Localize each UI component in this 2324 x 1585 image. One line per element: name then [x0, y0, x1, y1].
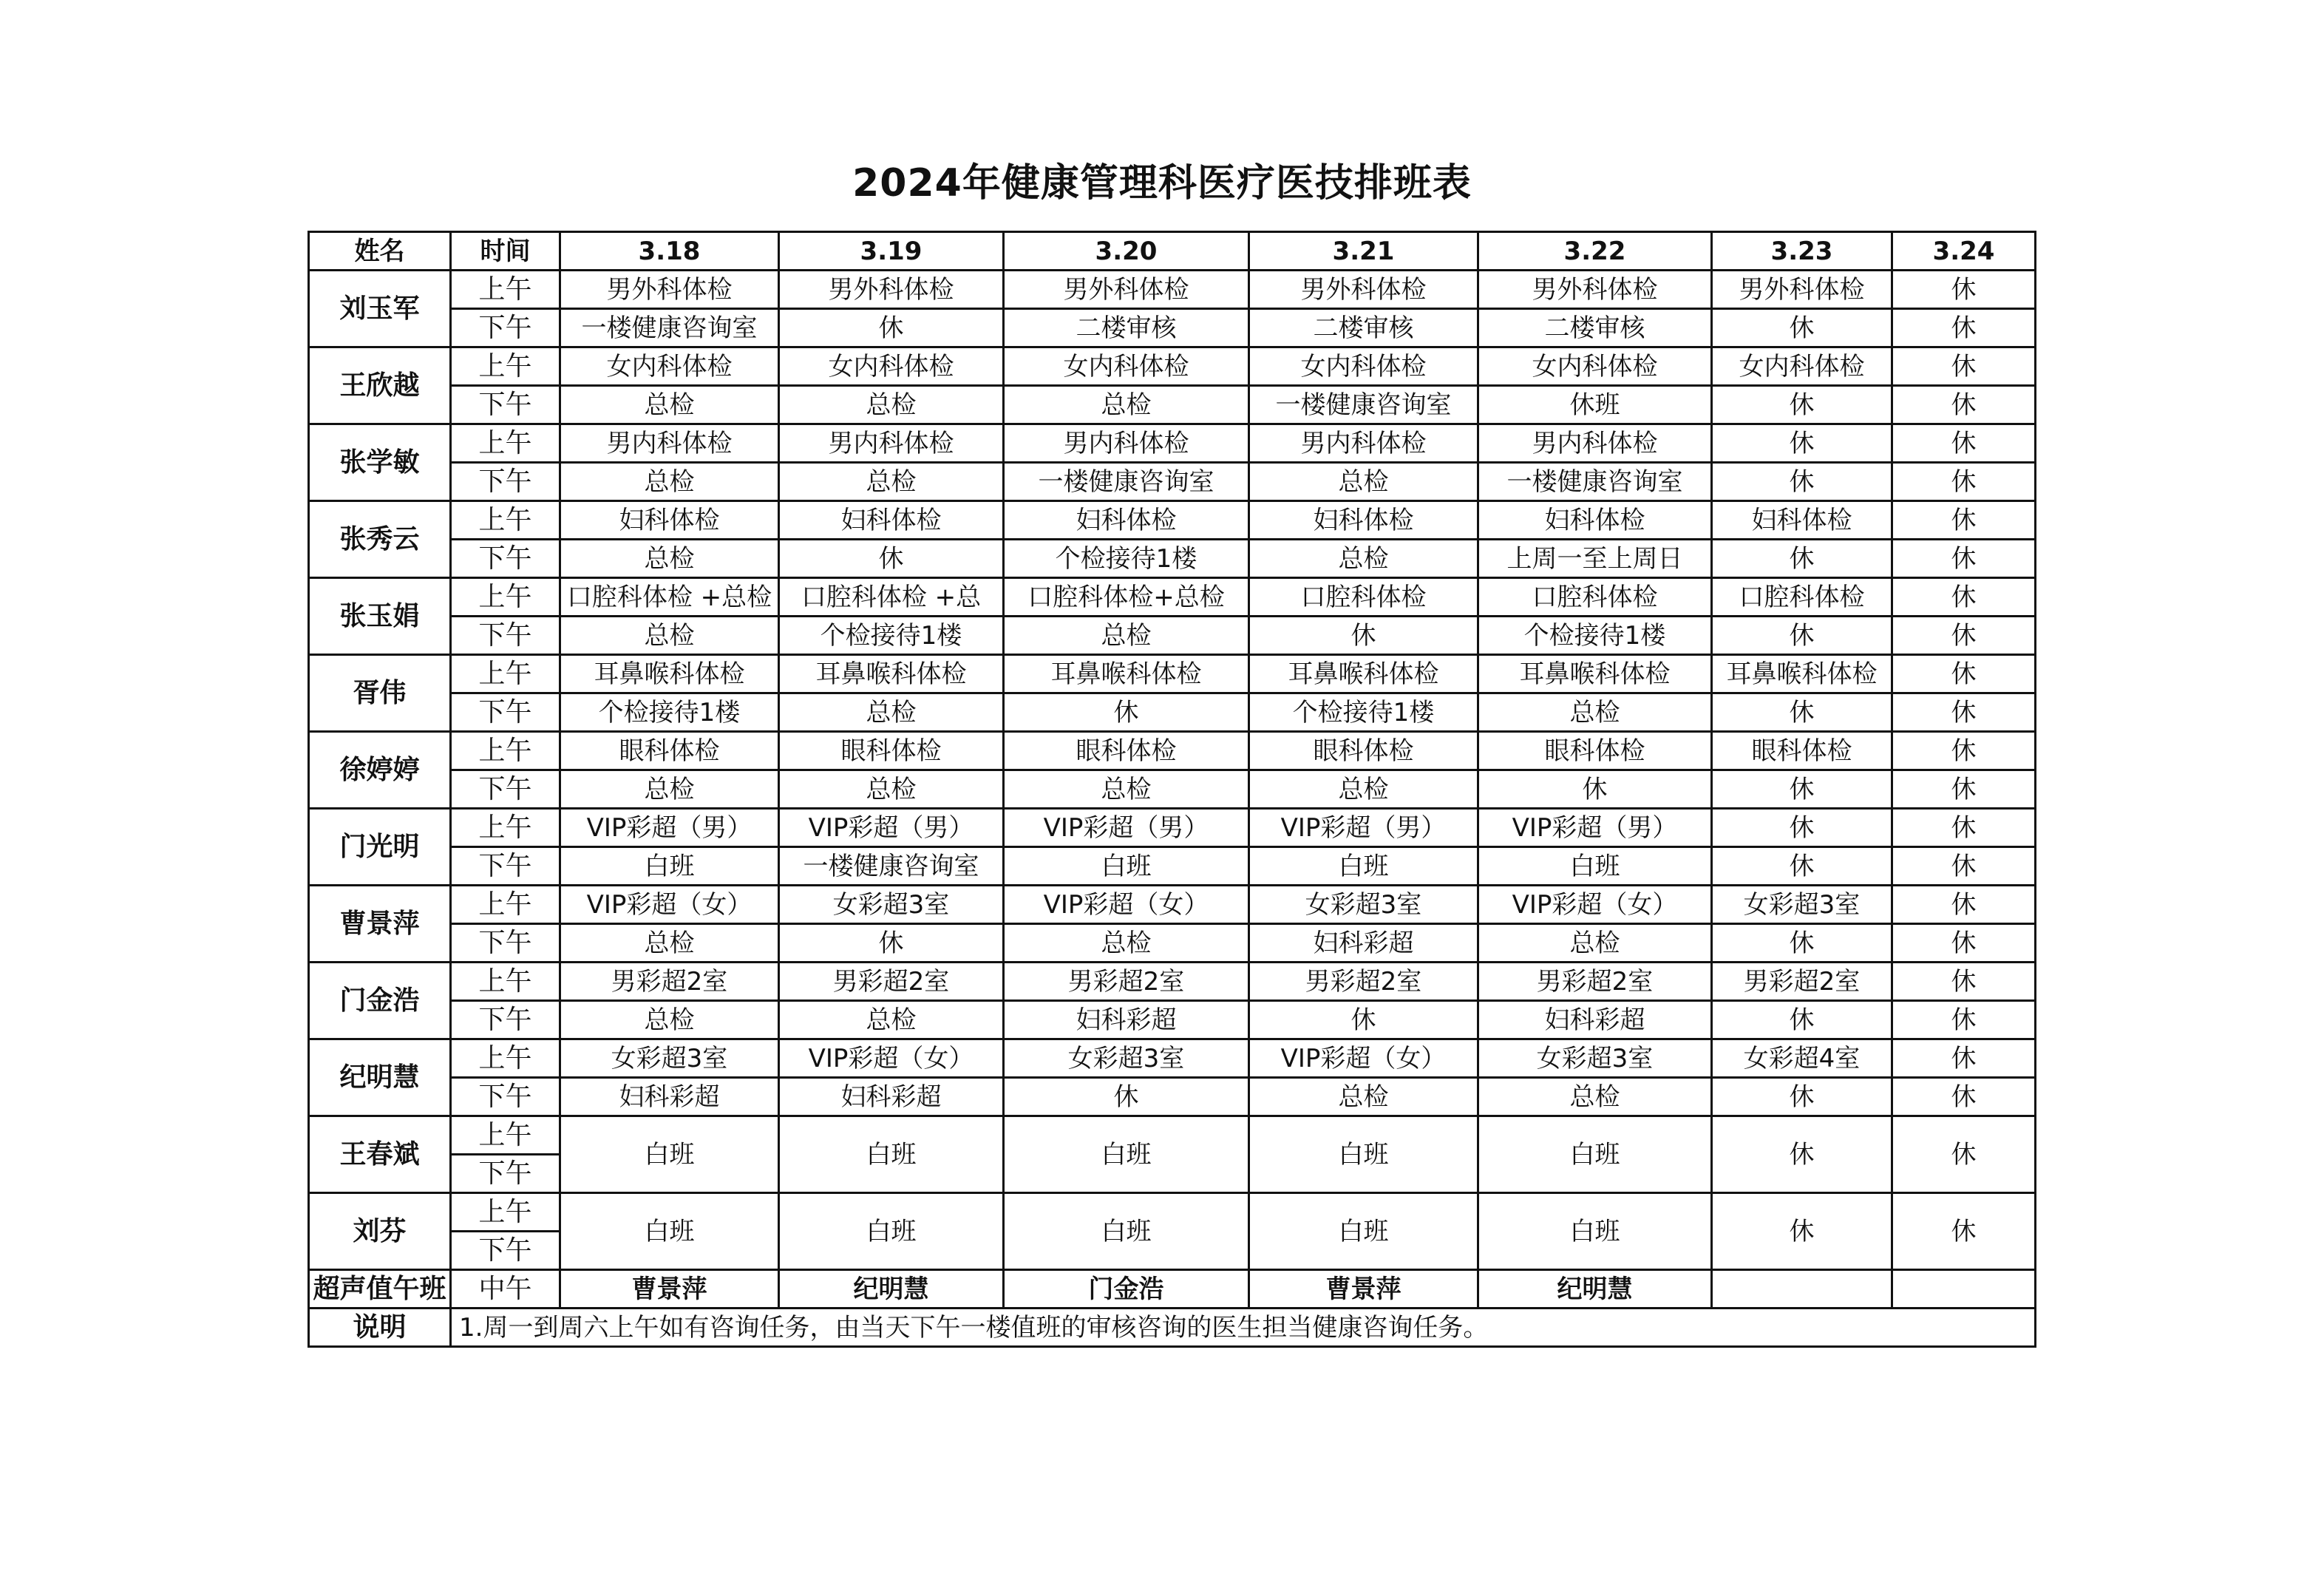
shift-cell: 男内科体检 [1004, 424, 1249, 463]
shift-cell: 总检 [779, 1001, 1004, 1039]
shift-cell: VIP彩超（男） [560, 809, 779, 847]
shift-cell: 男外科体检 [1004, 271, 1249, 309]
noon-duty-cell: 曹景萍 [1249, 1270, 1478, 1309]
page-title: 2024年健康管理科医疗医技排班表 [852, 161, 1472, 206]
period-label: 下午 [451, 617, 560, 655]
shift-cell: 总检 [1478, 924, 1712, 963]
shift-cell: VIP彩超（男） [1249, 809, 1478, 847]
period-label: 下午 [451, 1155, 560, 1193]
shift-cell: 休 [1712, 463, 1892, 501]
shift-cell: 妇科体检 [1478, 501, 1712, 540]
shift-cell: 男彩超2室 [1478, 963, 1712, 1001]
shift-cell: 男外科体检 [779, 271, 1004, 309]
staff-row-pm [309, 309, 2036, 347]
shift-cell: 女彩超3室 [1004, 1039, 1249, 1078]
staff-row-pm [309, 617, 2036, 655]
shift-cell: 休 [1712, 924, 1892, 963]
shift-cell: 二楼审核 [1478, 309, 1712, 347]
shift-cell: 女彩超4室 [1712, 1039, 1892, 1078]
shift-cell: 妇科彩超 [779, 1078, 1004, 1116]
shift-cell: 总检 [560, 617, 779, 655]
noon-duty-cell: 曹景萍 [560, 1270, 779, 1309]
noon-duty-cell: 纪明慧 [1478, 1270, 1712, 1309]
staff-name: 张玉娟 [309, 578, 451, 655]
shift-cell: 总检 [560, 1001, 779, 1039]
shift-cell: 男彩超2室 [560, 963, 779, 1001]
noon-duty-cell [1712, 1270, 1892, 1309]
note-text: 1.周一到周六上午如有咨询任务，由当天下午一楼值班的审核咨询的医生担当健康咨询任务。 [451, 1309, 2036, 1347]
shift-cell: 口腔科体检+总检 [1004, 578, 1249, 617]
schedule-body [309, 232, 2036, 1347]
shift-cell: VIP彩超（女） [779, 1039, 1004, 1078]
shift-cell: 休 [1892, 617, 2036, 655]
shift-cell: 妇科彩超 [560, 1078, 779, 1116]
staff-row-am [309, 501, 2036, 540]
shift-cell: 休 [779, 540, 1004, 578]
header-date: 3.24 [1892, 232, 2036, 271]
staff-row-am [309, 963, 2036, 1001]
shift-cell: 二楼审核 [1004, 309, 1249, 347]
shift-cell: 总检 [1004, 924, 1249, 963]
period-label: 上午 [451, 809, 560, 847]
shift-cell: 白班 [1478, 1193, 1712, 1270]
header-date: 3.22 [1478, 232, 1712, 271]
shift-cell: VIP彩超（女） [1004, 886, 1249, 924]
shift-cell: 休 [779, 924, 1004, 963]
shift-cell: 总检 [779, 463, 1004, 501]
shift-cell: 休 [1478, 770, 1712, 809]
shift-cell: 一楼健康咨询室 [560, 309, 779, 347]
shift-cell: 总检 [560, 386, 779, 424]
header-date: 3.21 [1249, 232, 1478, 271]
staff-row-am [309, 1116, 2036, 1155]
shift-cell: 个检接待1楼 [1249, 693, 1478, 732]
shift-cell: 妇科彩超 [1249, 924, 1478, 963]
staff-row-am [309, 347, 2036, 386]
shift-cell: 口腔科体检 [1478, 578, 1712, 617]
shift-cell: 总检 [779, 386, 1004, 424]
shift-cell: 眼科体检 [560, 732, 779, 770]
period-label: 上午 [451, 271, 560, 309]
shift-cell: 休 [1249, 1001, 1478, 1039]
shift-cell: VIP彩超（男） [1478, 809, 1712, 847]
shift-cell: 休 [1892, 924, 2036, 963]
shift-cell: 个检接待1楼 [779, 617, 1004, 655]
shift-cell: 休 [1892, 770, 2036, 809]
staff-row-pm [309, 463, 2036, 501]
period-label: 下午 [451, 924, 560, 963]
shift-cell: 白班 [560, 1193, 779, 1270]
staff-name: 刘芬 [309, 1193, 451, 1270]
noon-duty-cell [1892, 1270, 2036, 1309]
shift-cell: 休 [1892, 732, 2036, 770]
period-label: 上午 [451, 655, 560, 693]
header-row [309, 232, 2036, 271]
period-label: 下午 [451, 693, 560, 732]
shift-cell: 总检 [1478, 1078, 1712, 1116]
shift-cell: 休 [1892, 693, 2036, 732]
shift-cell: 白班 [1004, 1193, 1249, 1270]
shift-cell: 女彩超3室 [1478, 1039, 1712, 1078]
period-label: 下午 [451, 540, 560, 578]
shift-cell: 休 [1712, 809, 1892, 847]
staff-row-am [309, 271, 2036, 309]
header-date: 3.19 [779, 232, 1004, 271]
shift-cell: 休 [1004, 1078, 1249, 1116]
shift-cell: 女彩超3室 [779, 886, 1004, 924]
shift-cell: 休 [1712, 1193, 1892, 1270]
shift-cell: 休 [1892, 847, 2036, 886]
staff-name: 徐婷婷 [309, 732, 451, 809]
shift-cell: 休 [1892, 540, 2036, 578]
shift-cell: 休 [1712, 1001, 1892, 1039]
shift-cell: 上周一至上周日 [1478, 540, 1712, 578]
shift-cell: 眼科体检 [1249, 732, 1478, 770]
shift-cell: 休 [1712, 770, 1892, 809]
shift-cell: 女内科体检 [560, 347, 779, 386]
noon-duty-row [309, 1270, 2036, 1309]
shift-cell: 休 [1712, 386, 1892, 424]
shift-cell: 一楼健康咨询室 [1249, 386, 1478, 424]
shift-cell: 耳鼻喉科体检 [1004, 655, 1249, 693]
shift-cell: 个检接待1楼 [560, 693, 779, 732]
staff-name: 曹景萍 [309, 886, 451, 963]
shift-cell: 休 [1892, 1001, 2036, 1039]
shift-cell: 休 [1712, 309, 1892, 347]
shift-cell: 休 [1892, 347, 2036, 386]
shift-cell: VIP彩超（女） [1249, 1039, 1478, 1078]
staff-row-pm [309, 540, 2036, 578]
staff-name: 胥伟 [309, 655, 451, 732]
noon-duty-time: 中午 [451, 1270, 560, 1309]
shift-cell: 男外科体检 [1478, 271, 1712, 309]
shift-cell: 耳鼻喉科体检 [1478, 655, 1712, 693]
shift-cell: 男彩超2室 [1004, 963, 1249, 1001]
staff-row-am [309, 732, 2036, 770]
shift-cell: 耳鼻喉科体检 [779, 655, 1004, 693]
staff-row-pm [309, 847, 2036, 886]
shift-cell: 休 [1892, 309, 2036, 347]
shift-cell: 休 [1712, 617, 1892, 655]
shift-cell: 总检 [779, 770, 1004, 809]
period-label: 上午 [451, 732, 560, 770]
shift-cell: 女彩超3室 [1712, 886, 1892, 924]
shift-cell: VIP彩超（男） [1004, 809, 1249, 847]
staff-row-am [309, 655, 2036, 693]
period-label: 下午 [451, 463, 560, 501]
staff-row-pm [309, 1078, 2036, 1116]
shift-cell: 妇科体检 [779, 501, 1004, 540]
period-label: 上午 [451, 501, 560, 540]
shift-cell: 休 [1892, 1193, 2036, 1270]
shift-cell: 休 [779, 309, 1004, 347]
shift-cell: 白班 [1478, 847, 1712, 886]
header-date: 3.18 [560, 232, 779, 271]
shift-cell: 总检 [1478, 693, 1712, 732]
shift-cell: 休 [1712, 540, 1892, 578]
staff-name: 王欣越 [309, 347, 451, 424]
shift-cell: 女彩超3室 [1249, 886, 1478, 924]
staff-name: 王春斌 [309, 1116, 451, 1193]
shift-cell: 男彩超2室 [1249, 963, 1478, 1001]
staff-name: 刘玉军 [309, 271, 451, 347]
staff-row-am [309, 1039, 2036, 1078]
shift-cell: 总检 [1249, 540, 1478, 578]
shift-cell: 妇科体检 [560, 501, 779, 540]
shift-cell: 休 [1892, 809, 2036, 847]
shift-cell: 白班 [779, 1116, 1004, 1193]
shift-cell: 总检 [779, 693, 1004, 732]
staff-name: 纪明慧 [309, 1039, 451, 1116]
shift-cell: 男内科体检 [779, 424, 1004, 463]
shift-cell: 女内科体检 [1004, 347, 1249, 386]
shift-cell: 休 [1712, 424, 1892, 463]
shift-cell: 总检 [1004, 386, 1249, 424]
header-date: 3.23 [1712, 232, 1892, 271]
staff-row-pm [309, 770, 2036, 809]
period-label: 下午 [451, 309, 560, 347]
shift-cell: 白班 [1004, 847, 1249, 886]
shift-cell: 休 [1892, 501, 2036, 540]
shift-cell: 休 [1892, 424, 2036, 463]
shift-cell: 男外科体检 [1249, 271, 1478, 309]
staff-name: 门金浩 [309, 963, 451, 1039]
header-name: 姓名 [309, 232, 451, 271]
shift-cell: 总检 [1249, 463, 1478, 501]
staff-row-am [309, 578, 2036, 617]
note-label: 说明 [309, 1309, 451, 1347]
shift-cell: 白班 [1249, 1116, 1478, 1193]
shift-cell: 男内科体检 [1249, 424, 1478, 463]
schedule-table [308, 231, 2036, 1348]
period-label: 上午 [451, 424, 560, 463]
shift-cell: 眼科体检 [1478, 732, 1712, 770]
shift-cell: 休 [1892, 578, 2036, 617]
shift-cell: 一楼健康咨询室 [779, 847, 1004, 886]
shift-cell: VIP彩超（男） [779, 809, 1004, 847]
shift-cell: 耳鼻喉科体检 [560, 655, 779, 693]
period-label: 下午 [451, 1232, 560, 1270]
shift-cell: 眼科体检 [779, 732, 1004, 770]
period-label: 下午 [451, 1078, 560, 1116]
shift-cell: 白班 [560, 847, 779, 886]
shift-cell: 妇科体检 [1004, 501, 1249, 540]
period-label: 下午 [451, 770, 560, 809]
shift-cell: 总检 [1004, 770, 1249, 809]
shift-cell: 个检接待1楼 [1478, 617, 1712, 655]
shift-cell: 男内科体检 [1478, 424, 1712, 463]
shift-cell: 休班 [1478, 386, 1712, 424]
period-label: 下午 [451, 386, 560, 424]
shift-cell: 休 [1892, 1116, 2036, 1193]
period-label: 上午 [451, 578, 560, 617]
shift-cell: 休 [1004, 693, 1249, 732]
shift-cell: 休 [1892, 886, 2036, 924]
shift-cell: 女内科体检 [1478, 347, 1712, 386]
shift-cell: 休 [1249, 617, 1478, 655]
noon-duty-cell: 门金浩 [1004, 1270, 1249, 1309]
shift-cell: 男内科体检 [560, 424, 779, 463]
shift-cell: 女内科体检 [779, 347, 1004, 386]
note-row [309, 1309, 2036, 1347]
staff-name: 门光明 [309, 809, 451, 886]
shift-cell: 妇科体检 [1712, 501, 1892, 540]
staff-row-pm [309, 693, 2036, 732]
shift-cell: 眼科体检 [1712, 732, 1892, 770]
period-label: 上午 [451, 347, 560, 386]
shift-cell: 耳鼻喉科体检 [1712, 655, 1892, 693]
shift-cell: 休 [1892, 1039, 2036, 1078]
period-label: 上午 [451, 963, 560, 1001]
staff-name: 张学敏 [309, 424, 451, 501]
shift-cell: 一楼健康咨询室 [1478, 463, 1712, 501]
shift-cell: 总检 [1004, 617, 1249, 655]
shift-cell: 女彩超3室 [560, 1039, 779, 1078]
staff-name: 张秀云 [309, 501, 451, 578]
shift-cell: 眼科体检 [1004, 732, 1249, 770]
staff-row-am [309, 1193, 2036, 1232]
period-label: 上午 [451, 886, 560, 924]
shift-cell: 休 [1892, 463, 2036, 501]
shift-cell: VIP彩超（女） [1478, 886, 1712, 924]
staff-row-pm [309, 1001, 2036, 1039]
shift-cell: 口腔科体检 [1712, 578, 1892, 617]
shift-cell: 个检接待1楼 [1004, 540, 1249, 578]
shift-cell: 白班 [1249, 847, 1478, 886]
shift-cell: 耳鼻喉科体检 [1249, 655, 1478, 693]
header-time: 时间 [451, 232, 560, 271]
shift-cell: 二楼审核 [1249, 309, 1478, 347]
shift-cell: 总检 [1249, 770, 1478, 809]
shift-cell: 口腔科体检 +总 [779, 578, 1004, 617]
shift-cell: 白班 [560, 1116, 779, 1193]
shift-cell: 白班 [779, 1193, 1004, 1270]
shift-cell: 一楼健康咨询室 [1004, 463, 1249, 501]
period-label: 上午 [451, 1039, 560, 1078]
shift-cell: 休 [1892, 1078, 2036, 1116]
staff-row-am [309, 886, 2036, 924]
shift-cell: 休 [1892, 271, 2036, 309]
header-date: 3.20 [1004, 232, 1249, 271]
shift-cell: 女内科体检 [1249, 347, 1478, 386]
shift-cell: 妇科彩超 [1004, 1001, 1249, 1039]
shift-cell: 男外科体检 [560, 271, 779, 309]
shift-cell: 白班 [1478, 1116, 1712, 1193]
shift-cell: 休 [1892, 963, 2036, 1001]
shift-cell: 白班 [1004, 1116, 1249, 1193]
noon-duty-cell: 纪明慧 [779, 1270, 1004, 1309]
noon-duty-label: 超声值午班 [309, 1270, 451, 1309]
shift-cell: 总检 [560, 540, 779, 578]
shift-cell: 休 [1892, 386, 2036, 424]
staff-row-pm [309, 924, 2036, 963]
shift-cell: 男外科体检 [1712, 271, 1892, 309]
period-label: 上午 [451, 1193, 560, 1232]
shift-cell: 妇科彩超 [1478, 1001, 1712, 1039]
period-label: 下午 [451, 1001, 560, 1039]
shift-cell: 妇科体检 [1249, 501, 1478, 540]
shift-cell: 男彩超2室 [779, 963, 1004, 1001]
shift-cell: 总检 [560, 463, 779, 501]
shift-cell: 休 [1892, 655, 2036, 693]
shift-cell: 女内科体检 [1712, 347, 1892, 386]
shift-cell: 口腔科体检 [1249, 578, 1478, 617]
shift-cell: 休 [1712, 693, 1892, 732]
shift-cell: 休 [1712, 1078, 1892, 1116]
shift-cell: VIP彩超（女） [560, 886, 779, 924]
shift-cell: 总检 [560, 924, 779, 963]
shift-cell: 男彩超2室 [1712, 963, 1892, 1001]
shift-cell: 口腔科体检 +总检 [560, 578, 779, 617]
shift-cell: 休 [1712, 1116, 1892, 1193]
shift-cell: 总检 [560, 770, 779, 809]
staff-row-am [309, 809, 2036, 847]
shift-cell: 白班 [1249, 1193, 1478, 1270]
period-label: 下午 [451, 847, 560, 886]
shift-cell: 休 [1712, 847, 1892, 886]
staff-row-pm [309, 386, 2036, 424]
staff-row-am [309, 424, 2036, 463]
period-label: 上午 [451, 1116, 560, 1155]
shift-cell: 总检 [1249, 1078, 1478, 1116]
